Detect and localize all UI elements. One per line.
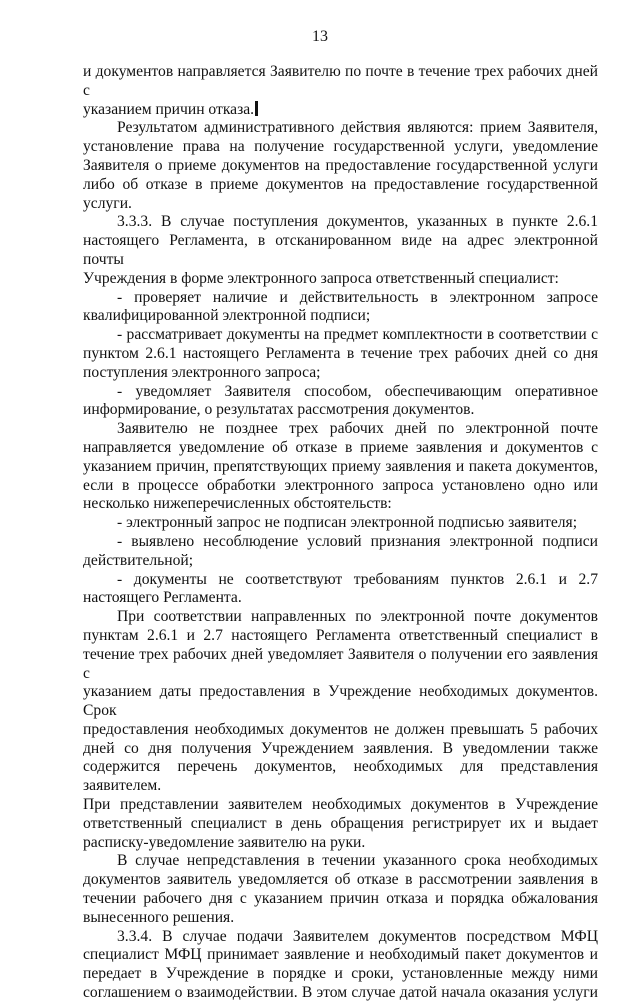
text-line-content: - проверяет наличие и действительность в электронном запросе xyxy=(117,288,598,306)
text-line xyxy=(83,834,598,853)
text-line-content: действительной; xyxy=(83,551,194,569)
page-number: 13 xyxy=(312,28,328,45)
text-cursor xyxy=(255,101,258,116)
text-line-content: специалист МФЦ принимает заявление и необходимый пакет документов и xyxy=(83,946,598,964)
text-line-content: установление права на получение государственной услуги, уведомление xyxy=(83,138,598,156)
text-line xyxy=(83,345,598,364)
text-line xyxy=(83,965,598,984)
text-line-content: При соответствии направленных по электронной почте документов xyxy=(117,608,598,626)
text-line-content: пунктам 2.6.1 и 2.7 настоящего Регламента ответственный специалист в xyxy=(83,626,598,644)
text-line-content: настоящего Регламента, в отсканированном виде на адрес электронной почты xyxy=(83,232,598,268)
text-line xyxy=(83,383,598,402)
text-line xyxy=(83,439,598,458)
text-line-content: вынесенного решения. xyxy=(83,908,235,926)
text-line-content: информирование, о результатах рассмотрения документов. xyxy=(83,401,475,419)
text-line-content: поступления электронного запроса; xyxy=(83,363,321,381)
text-line xyxy=(83,289,598,308)
document-body xyxy=(83,63,598,1003)
text-line-content: Заявителя о приеме документов на предоставление государственной услуги xyxy=(83,156,598,174)
text-line xyxy=(83,946,598,965)
text-line-content: услуги. xyxy=(83,194,132,212)
text-line-content: расписку-уведомление заявителю на руки. xyxy=(83,833,366,851)
text-line-content: - рассматривает документы на предмет комплектности в соответствии с xyxy=(117,326,598,344)
text-line-content: 3.3.4. В случае подачи Заявителем документов посредством МФЦ xyxy=(117,927,598,945)
text-line-content: квалифицированной электронной подписи; xyxy=(83,307,371,325)
text-line xyxy=(83,928,598,947)
text-line xyxy=(83,852,598,871)
text-line-content: Результатом административного действия являются: прием Заявителя, xyxy=(117,119,598,137)
text-line xyxy=(83,533,598,552)
text-line-content: несколько нижеперечисленных обстоятельств: xyxy=(83,495,392,513)
text-line xyxy=(83,608,598,627)
text-line-content: В случае непредставления в течении указанного срока необходимых xyxy=(117,852,598,870)
text-line xyxy=(83,364,598,383)
text-line xyxy=(83,909,598,928)
text-line-content: течение трех рабочих дней уведомляет Заявителя о получении его заявления с xyxy=(83,645,598,682)
text-line-content: направляется уведомление об отказе в приеме заявления и документов с xyxy=(83,438,598,456)
text-line-content: указанием причин, препятствующих приему заявления и пакета документов, xyxy=(83,457,598,475)
text-line xyxy=(83,796,598,815)
text-line xyxy=(83,63,598,101)
text-line-content: соглашением о взаимодействии. В этом случае датой начала оказания услуги xyxy=(83,984,598,1002)
text-line xyxy=(83,514,598,533)
text-line-content: и документов направляется Заявителю по почте в течение трех рабочих дней с xyxy=(83,63,598,99)
text-line xyxy=(83,270,598,289)
text-line-content: При представлении заявителем необходимых документов в Учреждение xyxy=(83,796,598,814)
text-line-content: Учреждения в форме электронного запроса ответственный специалист: xyxy=(83,269,559,287)
text-line xyxy=(83,195,598,214)
text-line-content: - уведомляет Заявителя способом, обеспечивающим оперативное xyxy=(117,382,598,400)
text-line-content: течении рабочего дня с указанием причин отказа и порядка обжалования xyxy=(83,890,598,908)
text-line-content: 3.3.3. В случае поступления документов, указанных в пункте 2.6.1 xyxy=(117,213,598,231)
text-line xyxy=(83,326,598,345)
text-line xyxy=(83,890,598,909)
text-line-content: настоящего Регламента. xyxy=(83,589,242,607)
text-line xyxy=(83,984,598,1003)
text-line-content: либо об отказе в приеме документов на предоставление государственной xyxy=(83,175,598,193)
text-line xyxy=(83,477,598,496)
text-line xyxy=(83,458,598,477)
text-line xyxy=(83,589,598,608)
text-line-content: - документы не соответствуют требованиям пунктов 2.6.1 и 2.7 xyxy=(117,570,598,588)
text-line-content: если в процессе обработки электронного запроса установлено одно или xyxy=(83,476,598,494)
text-line-content: - выявлено несоблюдение условий признания электронной подписи xyxy=(117,532,598,550)
text-line xyxy=(83,740,598,759)
text-line-content: пунктом 2.6.1 настоящего Регламента в течение трех рабочих дней со дня xyxy=(83,344,598,362)
text-line-content: - электронный запрос не подписан электронной подписью заявителя; xyxy=(117,514,578,532)
text-line xyxy=(83,101,598,120)
text-line xyxy=(83,571,598,590)
text-line-content: дней со дня получения Учреждением заявления. В уведомлении также xyxy=(83,739,598,757)
text-line xyxy=(83,495,598,514)
text-line-content: Заявителю не позднее трех рабочих дней по электронной почте xyxy=(117,420,598,438)
text-line xyxy=(83,307,598,326)
text-line xyxy=(83,646,598,684)
text-line-content: содержится перечень документов, необходимых для представления заявителем. xyxy=(83,758,598,795)
text-line xyxy=(83,627,598,646)
text-line-content: документов заявитель уведомляется об отказе в рассмотрении заявления в xyxy=(83,871,598,889)
text-line xyxy=(83,552,598,571)
text-line xyxy=(83,721,598,740)
text-line-content: указанием причин отказа. xyxy=(83,100,255,118)
text-line-content: предоставления необходимых документов не должен превышать 5 рабочих xyxy=(83,720,598,738)
text-line-content: ответственный специалист в день обращения регистрирует их и выдает xyxy=(83,814,598,832)
text-line-content: указанием даты предоставления в Учреждение необходимых документов. Срок xyxy=(83,683,598,720)
text-line-content: передает в Учреждение в порядке и сроки, установленные между ними xyxy=(83,965,598,983)
text-line xyxy=(83,157,598,176)
text-line xyxy=(83,119,598,138)
text-line xyxy=(83,815,598,834)
text-line xyxy=(83,420,598,439)
text-line xyxy=(83,176,598,195)
text-line xyxy=(83,871,598,890)
text-line xyxy=(83,213,598,232)
text-line xyxy=(83,683,598,721)
text-line xyxy=(83,232,598,270)
text-line xyxy=(83,401,598,420)
text-line xyxy=(83,758,598,796)
text-line xyxy=(83,138,598,157)
